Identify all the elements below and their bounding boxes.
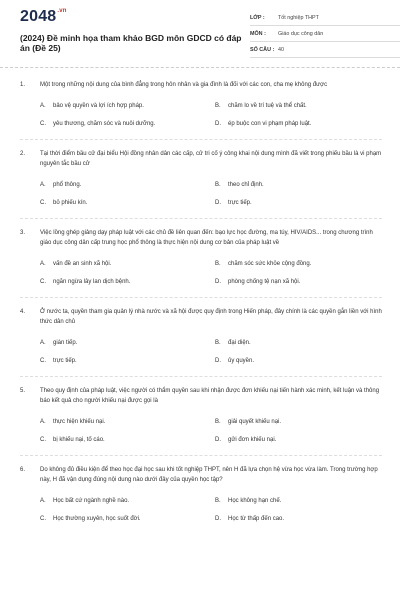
answer-option[interactable] (40, 338, 215, 348)
info-row-count (250, 43, 400, 58)
option-letter: A. (40, 182, 46, 188)
answer-option[interactable] (215, 514, 390, 524)
question-item (20, 80, 382, 129)
question-divider (20, 139, 382, 140)
option-text: Học thường xuyên, học suốt đời. (53, 516, 141, 522)
option-text: thực hiện khiếu nại. (53, 419, 106, 425)
info-panel (250, 11, 400, 59)
question-text: Việc lồng ghép giảng dạy pháp luật với các chủ đề liên quan đến: bạo lực học đường, ma túy, HIV/AIDS... trong chương trình giáo dục công dân cấp trung học phổ thông là thực hiện nội dung cơ bản của pháp luật về (40, 230, 373, 246)
option-letter: B. (215, 419, 221, 425)
option-letter: A. (40, 103, 46, 109)
option-text: giải quyết khiếu nại. (228, 419, 282, 425)
question-item (20, 465, 382, 524)
option-letter: A. (40, 340, 46, 346)
option-letter: C. (40, 200, 46, 206)
info-row-subject (250, 27, 400, 42)
option-letter: D. (215, 516, 221, 522)
question-item (20, 228, 382, 287)
question-text: Ở nước ta, quyền tham gia quản lý nhà nước và xã hội được quy định trong Hiến pháp, đây chính là các quyền gắn liền với hình thức dân chủ (40, 309, 382, 325)
option-text: yêu thương, chăm sóc và nuôi dưỡng. (53, 121, 156, 127)
answer-options (40, 338, 382, 366)
answer-options (40, 101, 382, 129)
option-letter: D. (215, 200, 221, 206)
answer-options (40, 417, 382, 445)
option-text: gửi đơn khiếu nại. (228, 437, 277, 443)
option-letter: C. (40, 121, 46, 127)
option-text: Học từ thấp đến cao. (228, 516, 285, 522)
option-letter: B. (215, 498, 221, 504)
question-divider (20, 376, 382, 377)
answer-options (40, 180, 382, 208)
answer-option[interactable] (215, 277, 390, 287)
logo-suffix: .vn (57, 8, 67, 14)
option-letter: D. (215, 437, 221, 443)
question-number: 2. (20, 151, 26, 157)
option-text: vấn đề an sinh xã hội. (53, 261, 112, 267)
header (20, 0, 380, 60)
option-text: bảo vệ quyền và lợi ích hợp pháp. (53, 103, 144, 109)
question-item (20, 307, 382, 366)
answer-options (40, 259, 382, 287)
info-label: SỐ CÂU : (250, 47, 275, 53)
option-text: ủy quyền. (228, 358, 255, 364)
answer-option[interactable] (40, 119, 215, 129)
question-number: 4. (20, 309, 26, 315)
option-text: phòng chống tệ nạn xã hội. (228, 279, 301, 285)
option-letter: C. (40, 437, 46, 443)
answer-option[interactable] (215, 496, 390, 506)
answer-option[interactable] (40, 417, 215, 427)
answer-option[interactable] (40, 198, 215, 208)
option-text: trực tiếp. (228, 200, 252, 206)
info-label: LỚP : (250, 15, 265, 21)
question-divider (20, 218, 382, 219)
option-text: chăm lo về trí tuệ và thể chất. (228, 103, 307, 109)
answer-option[interactable] (40, 496, 215, 506)
info-value: Tốt nghiệp THPT (278, 15, 319, 21)
info-value: 40 (278, 47, 284, 53)
option-letter: C. (40, 516, 46, 522)
question-item (20, 386, 382, 445)
option-letter: C. (40, 279, 46, 285)
answer-option[interactable] (215, 259, 390, 269)
question-text: Tại thời điểm bầu cử đại biểu Hội đồng nhân dân các cấp, cử tri cố ý công khai nội dung mình đã viết trong phiếu bầu là vi phạm nguyên tắc bầu cử (40, 151, 382, 167)
option-text: phổ thông. (53, 182, 82, 188)
answer-option[interactable] (40, 277, 215, 287)
option-letter: A. (40, 419, 46, 425)
info-label: MÔN : (250, 31, 266, 37)
option-text: gián tiếp. (53, 340, 78, 346)
option-letter: C. (40, 358, 46, 364)
question-number: 1. (20, 82, 26, 88)
option-letter: D. (215, 358, 221, 364)
document-title: (2024) Đề minh họa tham khảo BGD môn GDCD có đáp án (Đề 25) (20, 33, 242, 53)
answer-option[interactable] (40, 356, 215, 366)
option-text: trực tiếp. (53, 358, 77, 364)
header-divider (0, 67, 400, 68)
answer-option[interactable] (215, 119, 390, 129)
option-letter: D. (215, 279, 221, 285)
answer-option[interactable] (40, 259, 215, 269)
option-letter: B. (215, 103, 221, 109)
option-letter: B. (215, 340, 221, 346)
answer-option[interactable] (215, 180, 390, 190)
answer-option[interactable] (215, 356, 390, 366)
answer-option[interactable] (215, 417, 390, 427)
option-text: theo chỉ định. (228, 182, 264, 188)
option-text: chăm sóc sức khỏe cộng đồng. (228, 261, 312, 267)
answer-options (40, 496, 382, 524)
option-text: bỏ phiếu kín. (53, 200, 88, 206)
option-text: Học không hạn chế. (228, 498, 282, 504)
answer-option[interactable] (40, 435, 215, 445)
question-text: Một trong những nội dung của bình đẳng trong hôn nhân và gia đình là đối với các con, cha mẹ không được (40, 82, 328, 88)
question-number: 3. (20, 230, 26, 236)
question-text: Do không đủ điều kiện để theo học đại học sau khi tốt nghiệp THPT, nên H đã lựa chọn hệ vừa học vừa làm. Trong trường hợp này, H đã vận dụng đúng nội dung nào dưới đây của quyền học tập? (40, 467, 378, 483)
option-text: ngăn ngừa lây lan dịch bệnh. (53, 279, 131, 285)
question-divider (20, 297, 382, 298)
option-letter: A. (40, 498, 46, 504)
question-divider (20, 455, 382, 456)
info-value: Giáo dục công dân (278, 31, 324, 37)
option-text: Học bất cứ ngành nghề nào. (53, 498, 130, 504)
question-item (20, 149, 382, 208)
site-logo[interactable] (20, 8, 67, 26)
answer-option[interactable] (40, 180, 215, 190)
answer-option[interactable] (215, 101, 390, 111)
logo-text: 2048 (20, 8, 57, 25)
answer-option[interactable] (40, 101, 215, 111)
info-row-class (250, 11, 400, 26)
option-letter: D. (215, 121, 221, 127)
question-number: 5. (20, 388, 26, 394)
option-letter: B. (215, 261, 221, 267)
question-list (20, 80, 382, 524)
option-text: ép buộc con vi phạm pháp luật. (228, 121, 312, 127)
question-text: Theo quy định của pháp luật, việc người có thẩm quyền sau khi nhận được đơn khiếu nại tiến hành xác minh, kết luận và thông báo kết quả cho người khiếu nại được gọi là (40, 388, 380, 404)
option-letter: B. (215, 182, 221, 188)
option-text: đại diện. (228, 340, 251, 346)
answer-option[interactable] (40, 514, 215, 524)
option-text: bị khiếu nại, tố cáo. (53, 437, 105, 443)
answer-option[interactable] (215, 198, 390, 208)
answer-option[interactable] (215, 435, 390, 445)
question-number: 6. (20, 467, 26, 473)
option-letter: A. (40, 261, 46, 267)
answer-option[interactable] (215, 338, 390, 348)
